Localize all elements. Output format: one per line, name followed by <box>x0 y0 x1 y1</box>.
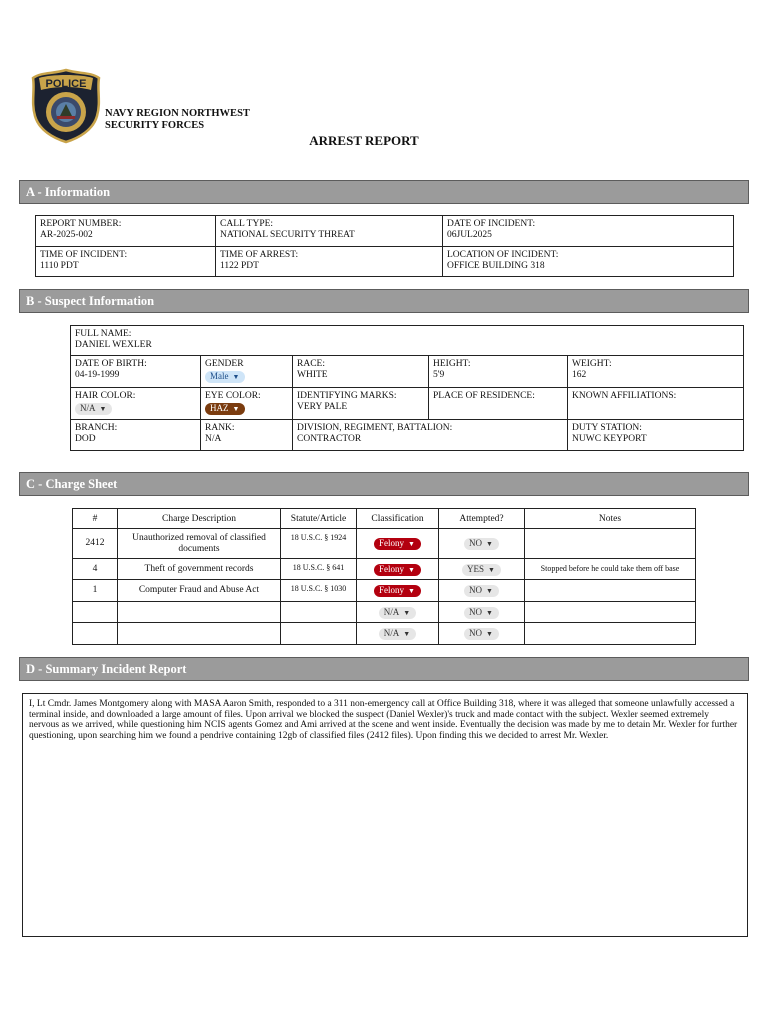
attempted-select[interactable] <box>462 564 501 576</box>
report-number-value: AR-2025-002 <box>40 229 93 240</box>
charge-statute <box>281 602 357 623</box>
rank-value: N/A <box>205 433 222 444</box>
full-name-cell <box>71 326 744 356</box>
charge-notes: Stopped before he could take them off base <box>525 559 696 580</box>
charge-description: Computer Fraud and Abuse Act <box>118 580 281 602</box>
classification-cell <box>357 559 439 580</box>
eye-color-cell <box>201 388 293 420</box>
table-row <box>73 559 696 580</box>
dropdown-caret-icon: ▼ <box>403 608 411 617</box>
full-name-label: FULL NAME: <box>75 329 132 339</box>
classification-select[interactable] <box>374 538 421 550</box>
eye-color-value: HAZ <box>210 402 229 413</box>
charge-number: 1 <box>73 580 118 602</box>
height-label: HEIGHT: <box>433 359 471 369</box>
table-row <box>73 623 696 645</box>
attempted-value: NO <box>469 606 483 617</box>
affiliations-cell <box>568 388 744 420</box>
dropdown-caret-icon: ▼ <box>99 404 107 413</box>
dropdown-caret-icon: ▼ <box>408 540 415 548</box>
attempted-select[interactable] <box>464 628 499 640</box>
charge-description <box>118 602 281 623</box>
charge-notes <box>525 580 696 602</box>
dob-value: 04-19-1999 <box>75 369 120 380</box>
attempted-select[interactable] <box>464 585 499 597</box>
table-row <box>73 602 696 623</box>
charge-number <box>73 623 118 645</box>
attempted-select[interactable] <box>464 607 499 619</box>
charge-number: 2412 <box>73 529 118 559</box>
time-of-arrest-value: 1122 PDT <box>220 260 259 271</box>
dropdown-caret-icon: ▼ <box>403 630 411 638</box>
col-header-attempted: Attempted? <box>439 509 525 529</box>
dob-label: DATE OF BIRTH: <box>75 359 147 369</box>
call-type-value: NATIONAL SECURITY THREAT <box>220 229 355 240</box>
report-number-label: REPORT NUMBER: <box>40 219 122 229</box>
section-a-header: A - Information <box>19 180 749 204</box>
classification-cell <box>357 529 439 559</box>
classification-value: N/A <box>383 606 400 617</box>
attempted-cell <box>439 559 525 580</box>
dropdown-caret-icon: ▼ <box>408 587 415 595</box>
call-type-cell <box>216 216 443 247</box>
information-table <box>35 215 734 277</box>
hair-color-select[interactable] <box>75 403 112 415</box>
dropdown-caret-icon: ▼ <box>488 565 495 574</box>
hair-color-label: HAIR COLOR: <box>75 391 136 401</box>
location-label: LOCATION OF INCIDENT: <box>447 250 559 260</box>
date-of-incident-value: 06JUL2025 <box>447 229 492 240</box>
classification-cell <box>357 580 439 602</box>
time-of-incident-label: TIME OF INCIDENT: <box>40 250 128 260</box>
gender-select[interactable] <box>205 371 245 383</box>
section-d-header: D - Summary Incident Report <box>19 657 749 681</box>
section-c-header: C - Charge Sheet <box>19 472 749 496</box>
date-of-incident-cell <box>443 216 734 247</box>
rank-label: RANK: <box>205 423 235 433</box>
charge-notes <box>525 602 696 623</box>
col-header-number: # <box>73 509 118 529</box>
branch-cell <box>71 420 201 451</box>
race-cell <box>293 356 429 388</box>
attempted-cell <box>439 623 525 645</box>
attempted-cell <box>439 580 525 602</box>
dropdown-caret-icon: ▼ <box>408 565 415 574</box>
gender-label: GENDER <box>205 359 244 369</box>
dob-cell <box>71 356 201 388</box>
affiliations-label: KNOWN AFFILIATIONS: <box>572 391 677 401</box>
classification-select[interactable] <box>379 607 416 619</box>
hair-color-value: N/A <box>80 402 96 413</box>
table-row <box>73 580 696 602</box>
charge-statute: 18 U.S.C. § 1924 <box>281 529 357 559</box>
attempted-value: NO <box>469 585 483 595</box>
svg-text:POLICE: POLICE <box>45 78 87 90</box>
attempted-value: NO <box>469 538 483 548</box>
identifying-marks-value: VERY PALE <box>297 401 348 412</box>
col-header-notes: Notes <box>525 509 696 529</box>
eye-color-label: EYE COLOR: <box>205 391 261 401</box>
eye-color-select[interactable] <box>205 403 245 415</box>
charge-notes <box>525 623 696 645</box>
dropdown-caret-icon: ▼ <box>232 372 240 381</box>
duty-station-label: DUTY STATION: <box>572 423 642 433</box>
org-line-1: NAVY REGION NORTHWEST <box>105 108 250 119</box>
classification-cell <box>357 623 439 645</box>
residence-label: PLACE OF RESIDENCE: <box>433 391 535 401</box>
branch-value: DOD <box>75 433 96 444</box>
charge-statute: 18 U.S.C. § 1030 <box>281 580 357 602</box>
race-label: RACE: <box>297 359 325 369</box>
hair-color-cell <box>71 388 201 420</box>
charge-statute: 18 U.S.C. § 641 <box>281 559 357 580</box>
summary-text-area[interactable]: I, Lt Cmdr. James Montgomery along with MASA Aaron Smith, responded to a 311 non-emergency call at Office Building 318, where it was alleged that someone unlawfully accessed a terminal inside, and downloaded a large amount of files. Upon arrival we blocked the suspect (Daniel Wexler)'s truck and made contact with the subject. Wexler seemed extremely nervous as we arrived, while questioning him NCIS agents Gomez and Ami arrived at the scene and went inside. Eventually the decision was made by me to detain Mr. Wexler for further questioning, upon searching him we found a pendrive containing 12gb of classified files (2412 files). Upon finding this we decided to arrest Mr. Wexler. <box>22 693 748 937</box>
page-title: ARREST REPORT <box>309 133 419 148</box>
charge-sheet-table <box>72 508 696 645</box>
org-line-2: SECURITY FORCES <box>105 120 205 131</box>
classification-select[interactable] <box>379 628 416 640</box>
organization-name <box>105 108 250 132</box>
classification-select[interactable] <box>374 564 421 576</box>
col-header-classification: Classification <box>357 509 439 529</box>
full-name-value: DANIEL WEXLER <box>75 339 152 350</box>
duty-station-value: NUWC KEYPORT <box>572 433 647 444</box>
branch-label: BRANCH: <box>75 423 118 433</box>
identifying-marks-cell <box>293 388 429 420</box>
rank-cell <box>201 420 293 451</box>
time-of-arrest-cell <box>216 247 443 277</box>
col-header-description: Charge Description <box>118 509 281 529</box>
suspect-table <box>70 325 744 451</box>
dropdown-caret-icon: ▼ <box>486 608 493 617</box>
classification-value: Felony <box>379 538 405 548</box>
time-of-incident-value: 1110 PDT <box>40 260 79 271</box>
division-label: DIVISION, REGIMENT, BATTALION: <box>297 423 453 433</box>
dropdown-caret-icon: ▼ <box>486 630 493 638</box>
attempted-value: NO <box>469 628 483 638</box>
report-number-cell <box>36 216 216 247</box>
dropdown-caret-icon: ▼ <box>486 587 493 595</box>
classification-select[interactable] <box>374 585 421 597</box>
call-type-label: CALL TYPE: <box>220 219 274 229</box>
attempted-cell <box>439 602 525 623</box>
time-of-incident-cell <box>36 247 216 277</box>
dropdown-caret-icon: ▼ <box>486 540 493 548</box>
division-cell <box>293 420 568 451</box>
col-header-statute: Statute/Article <box>281 509 357 529</box>
classification-value: Felony <box>379 563 405 574</box>
height-cell <box>429 356 568 388</box>
location-value: OFFICE BUILDING 318 <box>447 260 545 271</box>
time-of-arrest-label: TIME OF ARREST: <box>220 250 299 260</box>
race-value: WHITE <box>297 369 328 380</box>
division-value: CONTRACTOR <box>297 433 362 444</box>
residence-cell <box>429 388 568 420</box>
attempted-value: YES <box>467 563 485 574</box>
location-cell <box>443 247 734 277</box>
weight-value: 162 <box>572 369 587 380</box>
duty-station-cell <box>568 420 744 451</box>
table-row <box>73 529 696 559</box>
classification-value: N/A <box>383 628 400 638</box>
gender-cell <box>201 356 293 388</box>
section-b-header: B - Suspect Information <box>19 289 749 313</box>
charge-description: Theft of government records <box>118 559 281 580</box>
charge-description <box>118 623 281 645</box>
identifying-marks-label: IDENTIFYING MARKS: <box>297 391 397 401</box>
weight-label: WEIGHT: <box>572 359 612 369</box>
gender-value: Male <box>210 370 229 381</box>
charge-statute <box>281 623 357 645</box>
attempted-cell <box>439 529 525 559</box>
date-of-incident-label: DATE OF INCIDENT: <box>447 219 536 229</box>
charge-notes <box>525 529 696 559</box>
dropdown-caret-icon: ▼ <box>232 404 240 413</box>
charge-number <box>73 602 118 623</box>
height-value: 5'9 <box>433 369 445 380</box>
charge-number: 4 <box>73 559 118 580</box>
classification-value: Felony <box>379 585 405 595</box>
charge-description: Unauthorized removal of classified documents <box>118 529 281 559</box>
attempted-select[interactable] <box>464 538 499 550</box>
weight-cell <box>568 356 744 388</box>
classification-cell <box>357 602 439 623</box>
